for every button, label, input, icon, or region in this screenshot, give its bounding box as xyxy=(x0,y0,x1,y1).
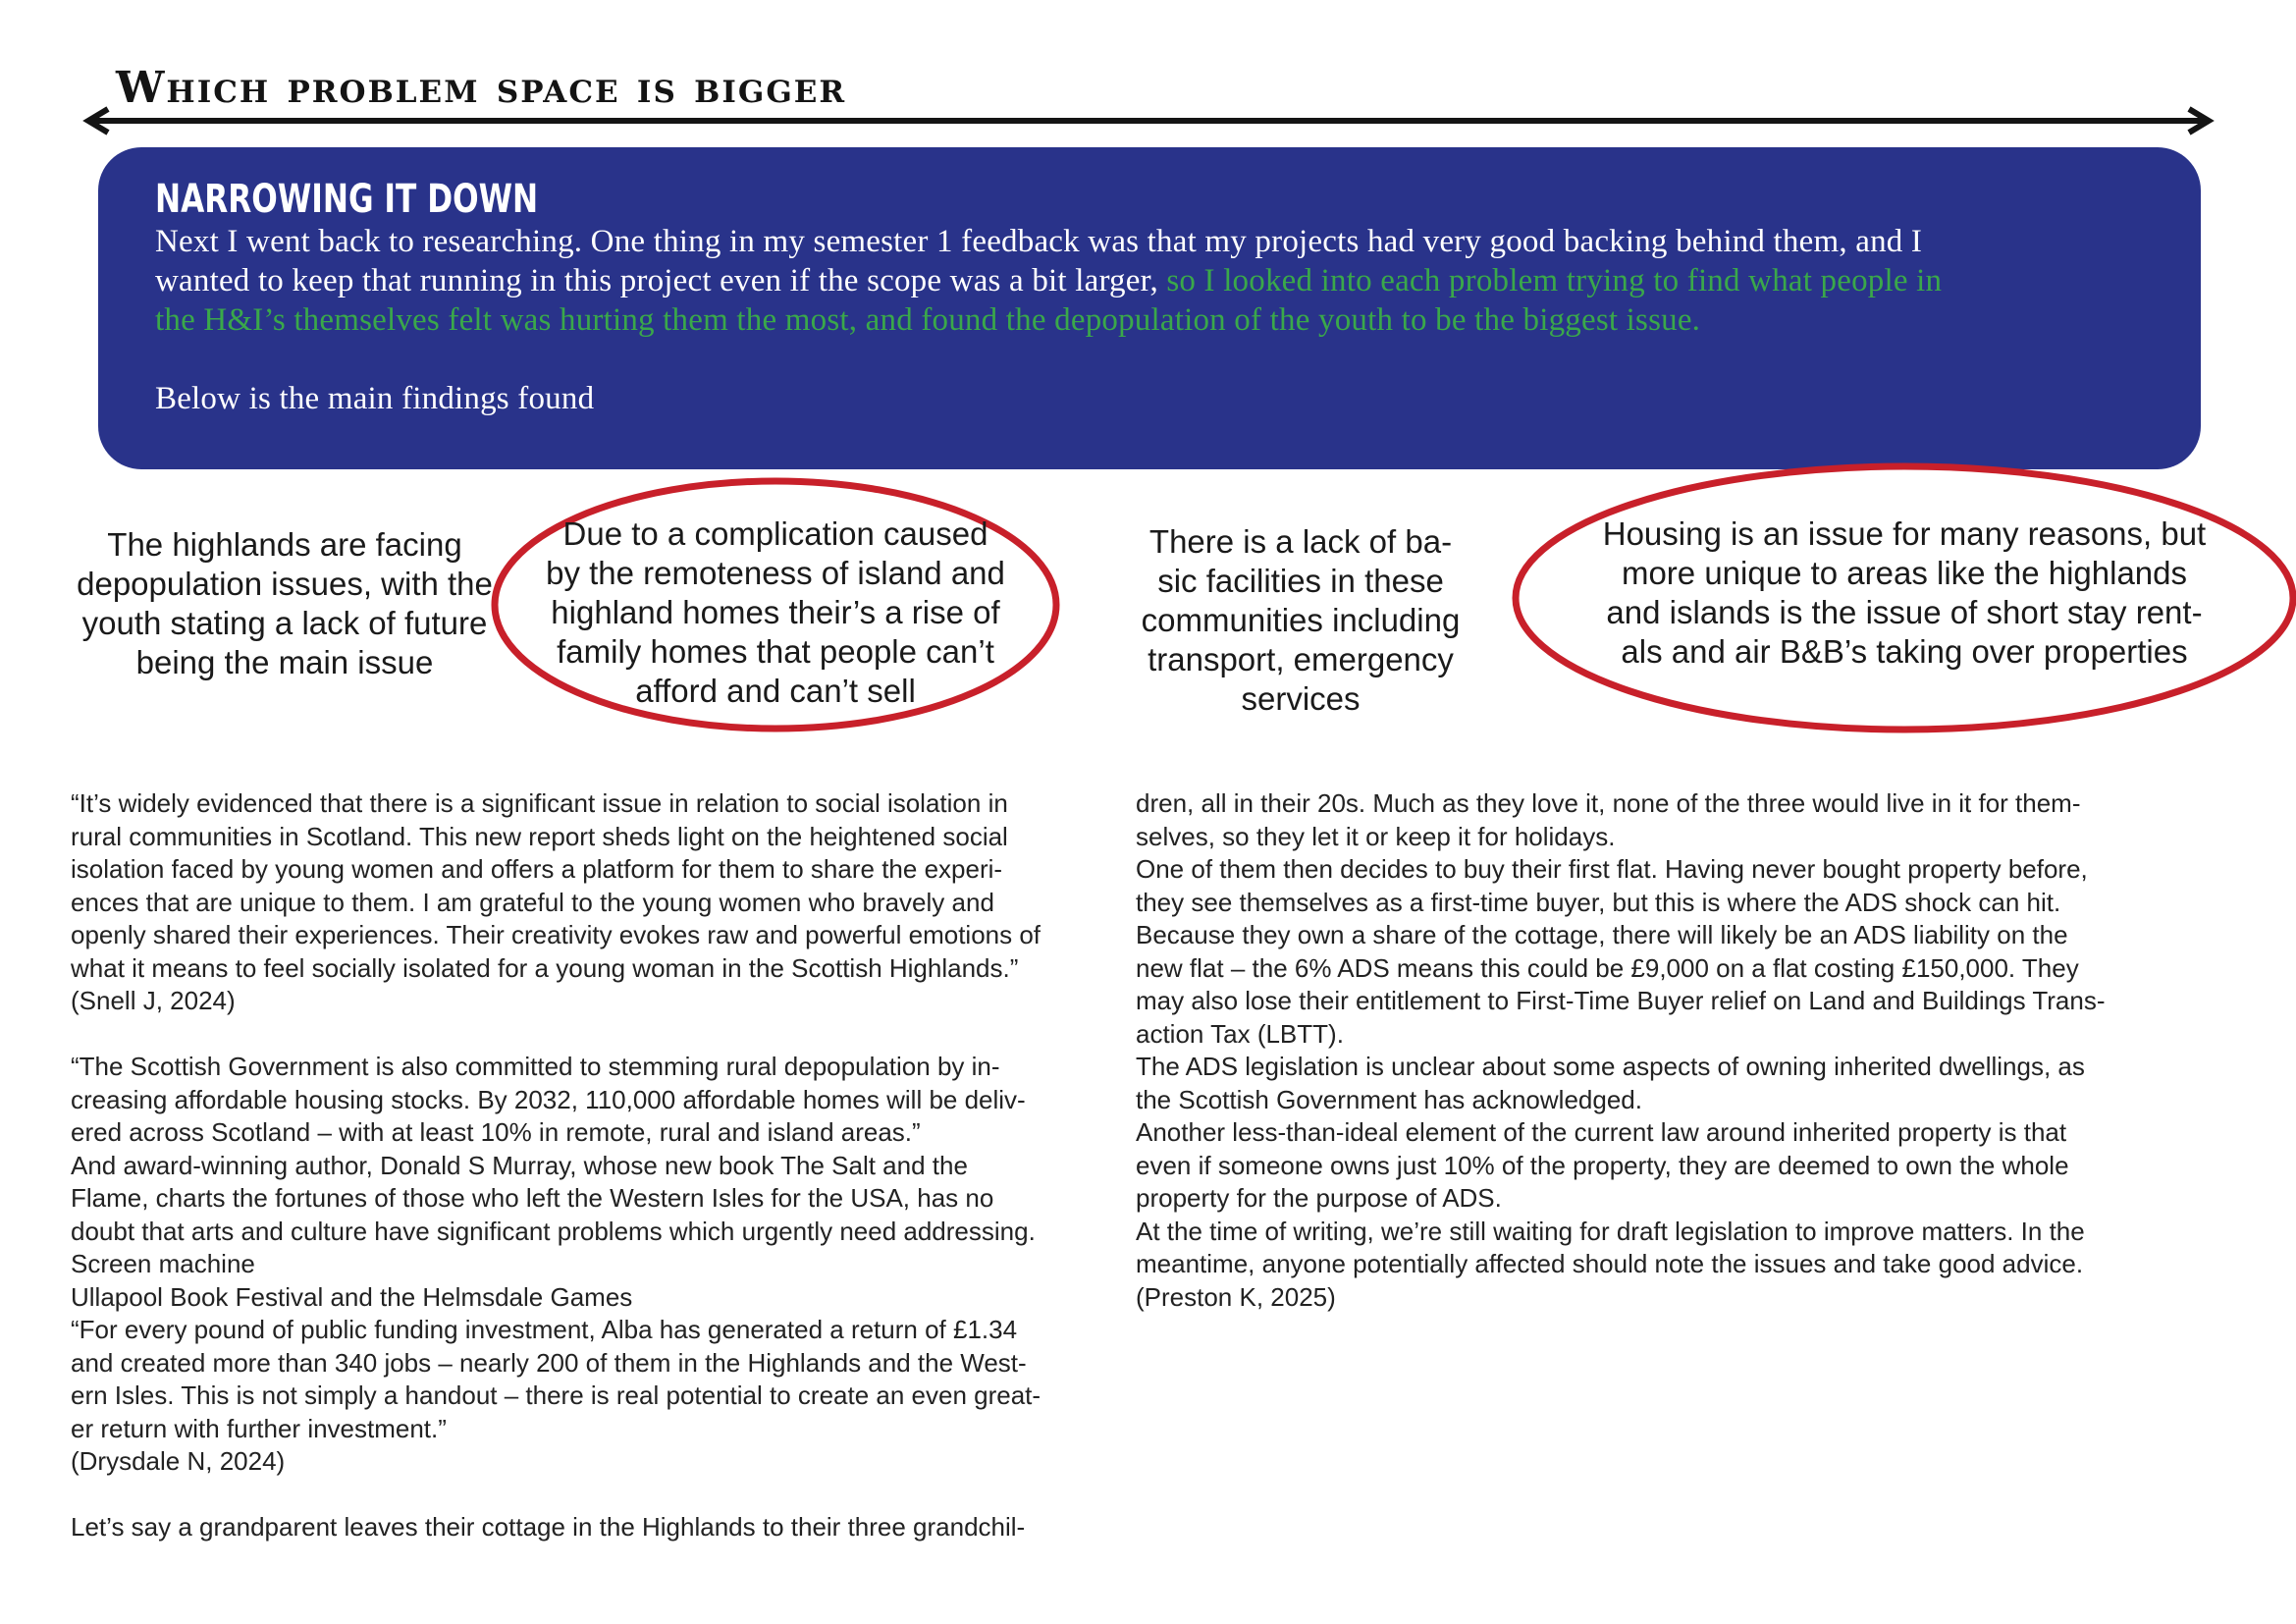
body-text-line: ered across Scotland – with at least 10% in remote, rural and island areas.” xyxy=(71,1117,921,1147)
body-text-line: even if someone owns just 10% of the property, they are deemed to own the whole xyxy=(1136,1150,2069,1180)
banner-line-2: wanted to keep that running in this project even if the scope was a bit larger, xyxy=(155,263,1167,298)
body-text-line: And award-winning author, Donald S Murray, whose new book The Salt and the xyxy=(71,1150,968,1180)
narrowing-banner xyxy=(98,147,2201,469)
body-text-line: Flame, charts the fortunes of those who left the Western Isles for the USA, has no xyxy=(71,1183,994,1213)
body-text-line: isolation faced by young women and offers a platform for them to share the experi- xyxy=(71,854,1003,884)
finding-line: services xyxy=(1241,680,1361,717)
finding-line: and islands is the issue of short stay rent- xyxy=(1606,594,2203,630)
body-text-line: the Scottish Government has acknowledged. xyxy=(1136,1084,1642,1114)
body-text-line: At the time of writing, we’re still waiting for draft legislation to improve matters. In the xyxy=(1136,1216,2085,1246)
finding-unaffordable-homes xyxy=(520,514,1031,711)
body-text-line: ern Isles. This is not simply a handout – there is real potential to create an even great- xyxy=(71,1380,1041,1410)
body-text-line: One of them then decides to buy their first flat. Having never bought property before, xyxy=(1136,854,2088,884)
finding-line: afford and can’t sell xyxy=(635,673,916,709)
body-text-line: Another less-than-ideal element of the current law around inherited property is that xyxy=(1136,1117,2067,1147)
banner-line-1: Next I went back to researching. One thing in my semester 1 feedback was that my projects had very good backing behind them, and I xyxy=(155,224,1923,259)
finding-line: depopulation issues, with the xyxy=(77,566,493,602)
body-text-line: Because they own a share of the cottage, there will likely be an ADS liability on the xyxy=(1136,920,2068,949)
body-text-line: property for the purpose of ADS. xyxy=(1136,1183,1502,1213)
page-title: Which problem space is bigger xyxy=(116,63,847,113)
body-text-line xyxy=(71,1479,1131,1512)
finding-line: highland homes their’s a rise of xyxy=(551,594,1000,630)
body-text-line: they see themselves as a first-time buyer, but this is where the ADS shock can hit. xyxy=(1136,887,2061,917)
finding-line: communities including xyxy=(1141,602,1461,638)
finding-line: transport, emergency xyxy=(1148,641,1454,677)
banner-line-3-highlight: the H&I’s themselves felt was hurting them the most, and found the depopulation of the youth to be the biggest issue. xyxy=(155,302,1701,338)
body-text-line: (Preston K, 2025) xyxy=(1136,1281,1336,1312)
body-text-line: Ullapool Book Festival and the Helmsdale Games xyxy=(71,1281,633,1312)
finding-line: being the main issue xyxy=(135,644,434,680)
finding-basic-facilities xyxy=(1099,522,1502,719)
body-text-line: “It’s widely evidenced that there is a significant issue in relation to social isolation in xyxy=(71,788,1008,818)
finding-line: sic facilities in these xyxy=(1157,563,1444,599)
finding-line: Housing is an issue for many reasons, but xyxy=(1602,515,2207,552)
body-text-line xyxy=(71,1018,1131,1052)
body-text-line: er return with further investment.” xyxy=(71,1413,447,1443)
finding-line: The highlands are facing xyxy=(107,526,462,563)
banner-below-text: Below is the main findings found xyxy=(155,381,595,416)
banner-text xyxy=(155,222,2146,340)
research-quotes-left-column xyxy=(71,787,1131,1544)
finding-line: Due to a complication caused xyxy=(562,515,988,552)
body-text-line: and created more than 340 jobs – nearly 200 of them in the Highlands and the West- xyxy=(71,1347,1027,1378)
body-text-line: ences that are unique to them. I am grateful to the young women who bravely and xyxy=(71,887,994,917)
banner-heading: NARROWING IT DOWN xyxy=(155,177,539,222)
body-text-line: rural communities in Scotland. This new report sheds light on the heightened social xyxy=(71,821,1008,851)
finding-line: als and air B&B’s taking over properties xyxy=(1621,633,2188,670)
body-text-line: “For every pound of public funding investment, Alba has generated a return of £1.34 xyxy=(71,1315,1018,1344)
banner-line-2-highlight: so I looked into each problem trying to find what people in xyxy=(1166,263,1943,298)
finding-line: There is a lack of ba- xyxy=(1148,523,1453,560)
body-text-line: (Drysdale N, 2024) xyxy=(71,1446,286,1476)
double-arrow-divider xyxy=(79,106,2218,135)
finding-depopulation xyxy=(59,525,510,682)
body-text-line: Let’s say a grandparent leaves their cottage in the Highlands to their three grandchil- xyxy=(71,1512,1026,1542)
body-text-line: doubt that arts and culture have significant problems which urgently need addressing. xyxy=(71,1216,1036,1246)
finding-line: youth stating a lack of future xyxy=(81,605,488,641)
body-text-line: action Tax (LBTT). xyxy=(1136,1018,1344,1049)
research-quotes-right-column xyxy=(1136,787,2235,1314)
body-text-line: what it means to feel socially isolated for a young woman in the Scottish Highlands.” xyxy=(71,952,1019,983)
body-text-line: may also lose their entitlement to First-Time Buyer relief on Land and Buildings Trans- xyxy=(1136,986,2106,1015)
finding-line: more unique to areas like the highlands xyxy=(1621,555,2188,591)
body-text-line: creasing affordable housing stocks. By 2032, 110,000 affordable homes will be deliv- xyxy=(71,1084,1026,1114)
body-text-line: “The Scottish Government is also committed to stemming rural depopulation by in- xyxy=(71,1052,1000,1081)
body-text-line: Screen machine xyxy=(71,1249,255,1278)
body-text-line: selves, so they let it or keep it for holidays. xyxy=(1136,821,1616,851)
body-text-line: dren, all in their 20s. Much as they love it, none of the three would live in it for them- xyxy=(1136,788,2081,818)
body-text-line: meantime, anyone potentially affected should note the issues and take good advice. xyxy=(1136,1249,2084,1278)
finding-line: family homes that people can’t xyxy=(557,633,994,670)
body-text-line: openly shared their experiences. Their creativity evokes raw and powerful emotions of xyxy=(71,920,1041,949)
finding-line: by the remoteness of island and xyxy=(546,555,1005,591)
finding-short-stay-rentals xyxy=(1551,514,2258,672)
body-text-line: new flat – the 6% ADS means this could be £9,000 on a flat costing £150,000. They xyxy=(1136,952,2079,983)
body-text-line: The ADS legislation is unclear about some aspects of owning inherited dwellings, as xyxy=(1136,1052,2085,1081)
body-text-line: (Snell J, 2024) xyxy=(71,986,236,1015)
